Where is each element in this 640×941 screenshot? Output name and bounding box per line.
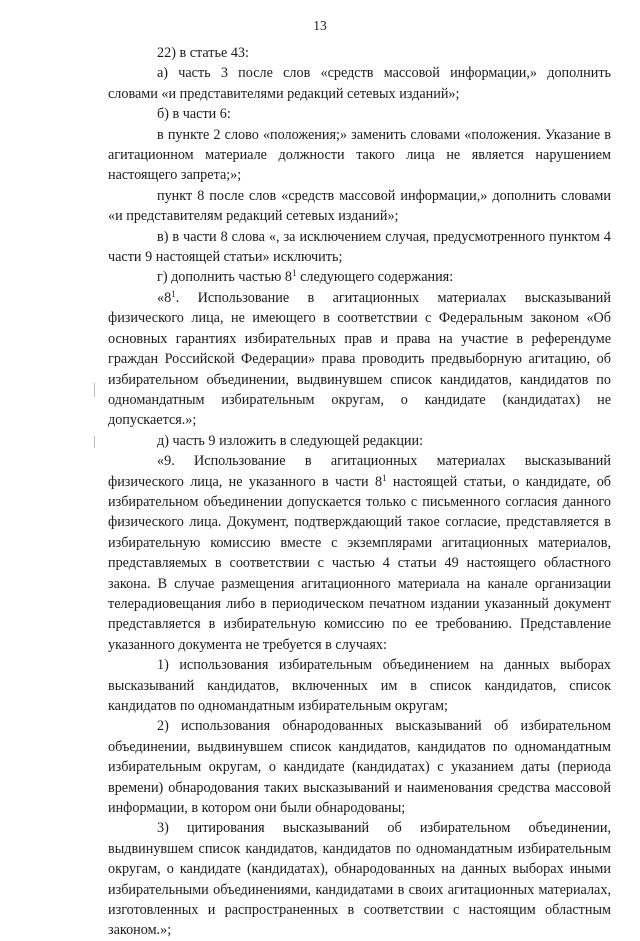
paragraph-text: «8	[157, 289, 172, 306]
superscript: 1	[292, 268, 297, 279]
paragraph: в) в части 8 слова «, за исключением случая, предусмотренного пунктом 4 части 9 настоящей статьи» исключить;	[108, 228, 611, 266]
paragraph: пункт 8 после слов «средств массовой информации,» дополнить словами «и представителям редакций сетевых изданий»;	[108, 187, 611, 225]
paragraph	[108, 288, 611, 431]
document-body	[108, 43, 611, 941]
paragraph-text: «9. Использование в агитационных материалах высказываний физического лица, не указанного в части 8	[108, 453, 611, 490]
paragraph: 2) использования обнародованных высказываний об избирательном объединении, выдвинувшем список кандидатов, кандидатов по одномандатным избирательным округам, о кандидате (кандидатах) с указанием даты (периода времени) обнародования таких высказываний и наименования средства массовой информации, в котором они были обнародованы;	[108, 718, 611, 817]
paragraph: 3) цитирования высказываний об избирательном объединении, выдвинувшем список кандидатов, кандидатов по одномандатным избирательным округам, о кандидате (кандидатах), обнародованных на данных выборах иными избирательными объединениями, кандидатами в своих агитационных материалах, изготовленных и распространенных в соответствии с настоящим областным законом.»;	[108, 820, 611, 939]
paragraph-text: г) дополнить частью 8	[157, 269, 293, 286]
paragraph: а) часть 3 после слов «средств массовой информации,» дополнить словами «и представителями редакций сетевых изданий»;	[108, 65, 611, 102]
scan-margin-mark	[94, 383, 95, 397]
paragraph: 1) использования избирательным объединением на данных выборах высказываний кандидатов, включенных им в список кандидатов, список кандидатов по одномандатным избирательным округам;	[108, 657, 611, 714]
superscript: 1	[382, 472, 387, 483]
superscript: 1	[171, 288, 176, 299]
page-number: 13	[313, 18, 327, 33]
paragraph-text: настоящей статьи, о кандидате, об избирательном объединении допускается только с письменного согласия данного физического лица. Документ, подтверждающий такое согласие, представляется в избирательную комиссию вместе с экземплярами агитационных материалов, представляемых в соответствии с частью 4 статьи 49 настоящего областного закона. В случае размещения агитационного материала на канале организации телерадиовещания либо в периодическом печатном издании указанный документ представляется в избирательную комиссию по ее требованию. Представление указанного документа не требуется в случаях:	[108, 473, 612, 653]
paragraph: б) в части 6:	[157, 106, 231, 123]
scan-margin-mark	[94, 436, 95, 448]
paragraph	[108, 267, 611, 287]
paragraph: д) часть 9 изложить в следующей редакции:	[157, 432, 424, 449]
paragraph-text: . Использование в агитационных материалах высказываний физического лица, не имеющего в соответствии с Федеральным законом «Об основных гарантиях избирательных прав и права на участие в референдуме граждан Российской Федерации» права проводить предвыборную агитацию, об избирательном объединении, выдвинувшем список кандидатов, кандидатов по одномандатным избирательным округам, о кандидате (кандидатах) не допускается.»;	[108, 289, 611, 429]
paragraph: 22) в статье 43:	[157, 45, 249, 61]
paragraph-text: следующего содержания:	[296, 269, 454, 286]
paragraph: в пункте 2 слово «положения;» заменить словами «положения. Указание в агитационном материале должности такого лица не является нарушением настоящего запрета;»;	[108, 126, 611, 184]
paragraph	[108, 451, 611, 655]
